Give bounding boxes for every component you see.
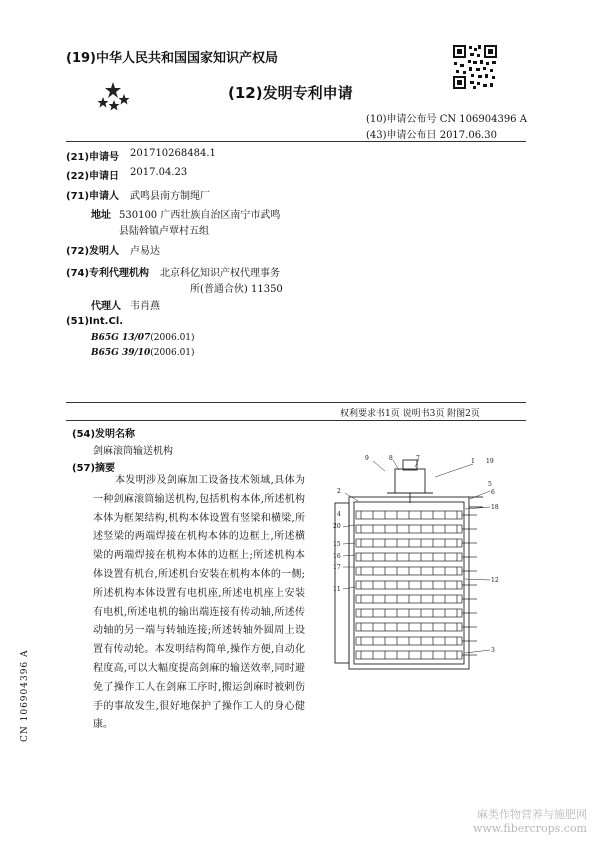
abstract-text: 本发明涉及剑麻加工设备技术领域,具体为一种剑麻滚筒输送机构,包括机构本体,所述机构本体为框架结构,机构本体设置有竖梁和横梁,所述竖梁的两端焊接在机构本体的边框上,所述横梁的两端焊接在机构本体的边框上;所述机构本体设置有机台,所述机台安装在机构本体的一侧;所述机构本体设置有电机座,所述电机座上安装有电机,所述电机的输出端连接有传动轴,所述传动轴的另一端与转轴连接;所述转轴外圆周上设置有传动轮。本发明结构简单,操作方便,自动化程度高,可以大幅度提高剑麻的输送效率,同时避免了操作工人在剑麻工序时,搬运剑麻时被剌伤手的事故发生,很好地保护了操作工人的身心健康。: [93, 475, 305, 731]
fig-label-8: 8: [389, 455, 393, 462]
fig-label-12: 12: [491, 577, 499, 584]
office-name: (19)中华人民共和国国家知识产权局: [66, 51, 278, 66]
fig-label-1: 1: [471, 458, 475, 465]
fig-label-15: 15: [333, 541, 341, 548]
fig-label-6: 6: [491, 489, 495, 496]
fig-label-18: 18: [491, 504, 499, 511]
fig-label-2: 2: [337, 488, 341, 495]
inventor-label: (72)发明人: [66, 246, 120, 257]
inventor: 卢易达: [130, 246, 160, 257]
fig-label-16: 16: [333, 553, 341, 560]
site-watermark: 麻类作物营养与施肥网 www.fibercrops.com: [472, 808, 587, 835]
fig-label-3: 3: [491, 647, 495, 654]
fig-label-4: 4: [337, 511, 341, 518]
document-type: (12)发明专利申请: [228, 84, 353, 102]
application-date: 2017.04.23: [130, 167, 188, 178]
agency-label: (74)专利代理机构: [66, 268, 150, 279]
pages-divider-top: [66, 402, 526, 403]
applicant-label: (71)申请人: [66, 191, 120, 202]
application-number-label: (21)申请号: [66, 152, 120, 163]
address-label: 地址: [91, 210, 111, 221]
fig-label-7: 7: [416, 455, 420, 462]
int-cl-label: (51)Int.Cl.: [66, 316, 124, 327]
fig-label-5: 5: [488, 481, 492, 488]
fig-label-19: 19: [486, 458, 494, 465]
pages-divider-bottom: [66, 420, 526, 421]
side-publication-number: CN 106904396 A: [20, 649, 30, 742]
invention-title: 剑麻滚筒输送机构: [93, 446, 173, 457]
abstract-label: (57)摘要: [72, 463, 116, 474]
title-label: (54)发明名称: [72, 429, 136, 440]
publication-date: (43)申请公布日 2017.06.30: [366, 130, 497, 141]
publication-number: (10)申请公布号 CN 106904396 A: [366, 114, 527, 125]
ipc-class-2: B65G 39/10(2006.01): [91, 348, 195, 358]
qr-code: [452, 44, 498, 90]
pages-info: 权利要求书1页 说明书3页 附图2页: [340, 409, 480, 419]
agent: 韦肖燕: [130, 301, 160, 312]
application-date-label: (22)申请日: [66, 171, 120, 182]
abstract-figure: [325, 455, 515, 675]
fig-label-17: 17: [333, 564, 341, 571]
address-line-2: 县陆斡镇卢覃村五组: [119, 226, 209, 237]
header-divider: [66, 141, 526, 142]
fig-label-11: 11: [333, 586, 341, 593]
patent-office-logo: [97, 80, 133, 116]
agency-line-1: 北京科亿知识产权代理事务: [160, 268, 280, 279]
address-line-1: 530100 广西壮族自治区南宁市武鸣: [119, 210, 281, 221]
agency-line-2: 所(普通合伙) 11350: [190, 284, 283, 295]
fig-label-20: 20: [333, 523, 341, 530]
ipc-class-1: B65G 13/07(2006.01): [91, 333, 195, 343]
application-number: 201710268484.1: [130, 148, 216, 159]
applicant: 武鸣县南方制绳厂: [130, 191, 210, 202]
agent-label: 代理人: [91, 301, 121, 312]
fig-label-9: 9: [365, 455, 369, 462]
